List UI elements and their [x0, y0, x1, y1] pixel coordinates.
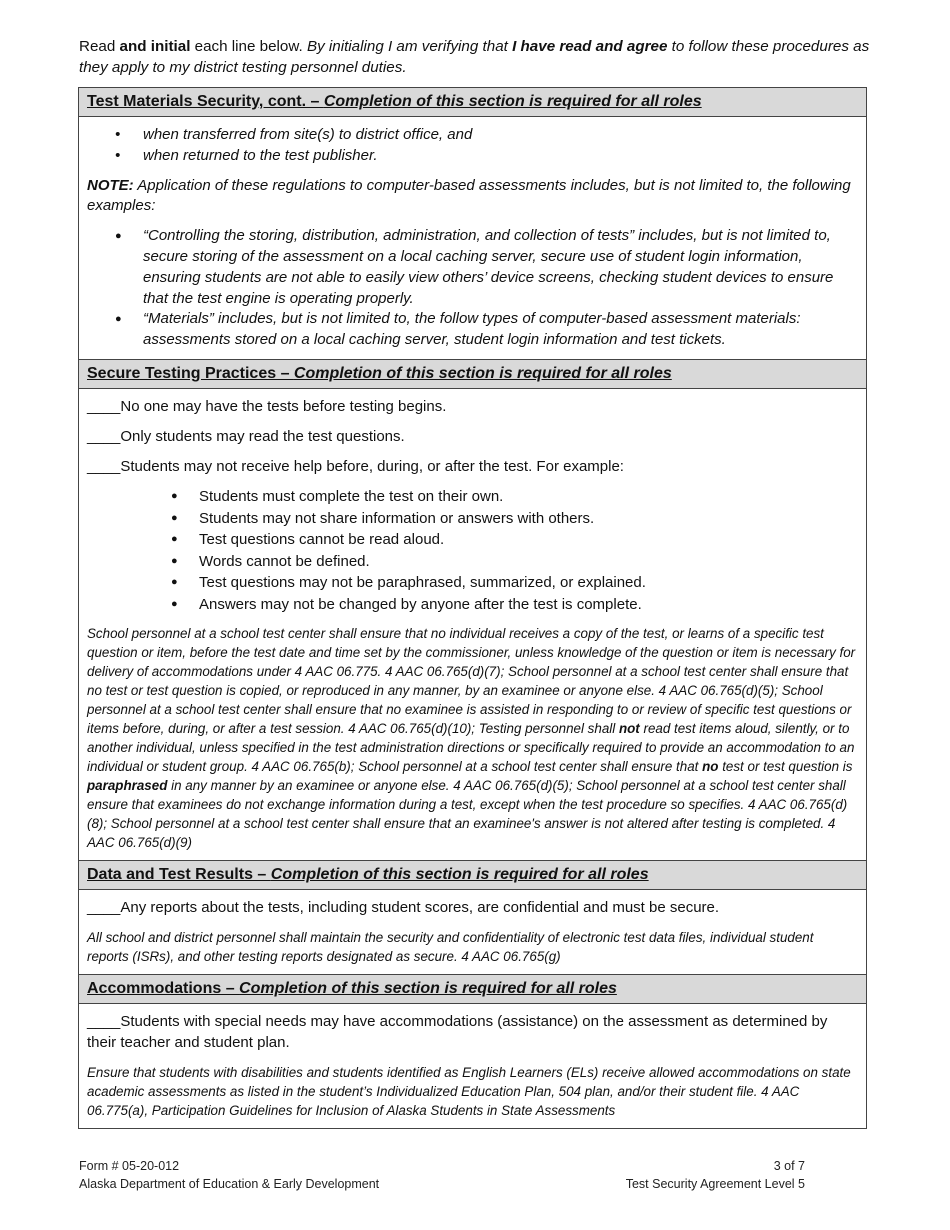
- reg-part: in any manner by an examinee or anyone else. 4 AAC 06.765(d)(5); School personnel at a school test center shall ensure that examinees do not exchange information during a test, except when the test procedure so specifies. 4 AAC 06.765(d)(8); School personnel at a school test center shall ensure that an examinee's answer is not altered after testing is completed. 4 AAC 06.765(d)(9): [87, 778, 848, 851]
- examples-list: [87, 226, 858, 351]
- list-item: ● Students must complete the test on their own.: [87, 486, 858, 508]
- note-label: NOTE:: [87, 176, 134, 194]
- reg-part: School personnel at a school test center shall ensure that no individual receives a copy of the test, or learns of a specific test question or item, before the test date and time set by the commissioner, unless knowledge of the question or item is necessary for delivery of accommodations under 4 AAC 06.775. 4 AAC 06.765(d)(7); School personnel at a school test center shall ensure that no test or test question is copied, or reproduced in any manner, by an examinee or anyone else. 4 AAC 06.765(d)(5); School personnel at a school test center shall ensure that no examinee is assisted in responding to or review of specific test questions or items before, during, or after a test session. 4 AAC 06.765(d)(10); Testing personnel shall: [87, 626, 856, 737]
- section-title-requirement: Completion of this section is required for all roles: [293, 364, 672, 382]
- intro-each-line: each line below.: [190, 38, 307, 55]
- section-title: Secure Testing Practices –: [87, 364, 294, 382]
- reg-part: test or test question is: [718, 759, 853, 775]
- initial-line: ____Any reports about the tests, including student scores, are confidential and must be secure.: [87, 899, 720, 917]
- note-paragraph: [87, 176, 858, 218]
- section-title-requirement: Completion of this section is required for all roles: [323, 93, 702, 110]
- footer-left: [79, 1157, 379, 1193]
- footer-right: [626, 1157, 805, 1193]
- transfer-list: [87, 125, 858, 167]
- regulation-text: All school and district personnel shall maintain the security and confidentiality of electronic test data files, individual student reports (ISRs), and other testing reports designated as secure. 4 AAC 06.765(g): [87, 930, 814, 965]
- intro-have-read: I have read and agree: [512, 38, 668, 55]
- intro-paragraph: [79, 36, 874, 78]
- section-title: Test Materials Security, cont. –: [87, 93, 324, 110]
- section-accommodations: [79, 1004, 866, 1128]
- section-header-accommodations: [79, 975, 866, 1004]
- section-title: Accommodations –: [87, 980, 240, 998]
- document-title: Test Security Agreement Level 5: [625, 1177, 805, 1191]
- form-number: Form # 05-20-012: [79, 1159, 180, 1173]
- list-item: • when transferred from site(s) to district office, and: [87, 125, 858, 146]
- help-examples-list: [87, 486, 858, 615]
- list-item: ● Words cannot be defined.: [87, 551, 858, 573]
- intro-read: Read: [79, 38, 120, 55]
- page-number: 3 of 7: [773, 1159, 805, 1173]
- agreement-table: [78, 87, 867, 1129]
- section-header-secure-testing: [79, 360, 866, 389]
- section-header-data-results: [79, 861, 866, 890]
- section-title-requirement: Completion of this section is required for all roles: [239, 980, 617, 998]
- list-item: ● Students may not share information or answers with others.: [87, 508, 858, 530]
- list-item: ● “Materials” includes, but is not limited to, the follow types of computer-based assessment materials: assessments stored on a local caching server, student login information and test tickets.: [87, 309, 858, 351]
- reg-emphasis: not: [618, 721, 640, 737]
- department-name: Alaska Department of Education & Early Development: [79, 1177, 380, 1191]
- reg-part: read test items aloud, silently, or to another individual, unless specified in the test administration directions or specifically required to provide an accommodation to an individual or student group. 4 AAC 06.765(b); School personnel at a school test center shall ensure that: [87, 721, 855, 775]
- reg-emphasis: paraphrased: [87, 778, 168, 794]
- section-header-test-materials: [79, 88, 866, 117]
- note-text: Application of these regulations to computer-based assessments includes, but is not limited to, the following examples:: [87, 176, 851, 215]
- regulation-text: Ensure that students with disabilities and students identified as English Learners (ELs) receive allowed accommodations on state academic assessments as listed in the student’s Individualized Education Plan, 504 plan, and/or their student file. 4 AAC 06.775(a), Participation Guidelines for Inclusion of Alaska Students in State Assessments: [87, 1064, 851, 1118]
- list-item: ● Test questions may not be paraphrased, summarized, or explained.: [87, 572, 858, 594]
- list-item: ● “Controlling the storing, distribution, administration, and collection of tests” includes, but is not limited to, secure storing of the assessment on a local caching server, secure use of student login information, ensuring students are not able to easily view others’ device screens, checking student devices to ensure that the test engine is operating properly.: [87, 226, 858, 309]
- list-item: • when returned to the test publisher.: [87, 146, 858, 167]
- intro-and-initial: and initial: [119, 38, 191, 55]
- section-test-materials: [79, 117, 866, 360]
- initial-line: ____Students may not receive help before, during, or after the test. For example:: [87, 457, 624, 475]
- intro-rest: to follow these procedures as they apply to my district testing personnel duties.: [79, 38, 870, 76]
- initial-line: ____Only students may read the test questions.: [87, 427, 405, 445]
- list-item: ● Test questions cannot be read aloud.: [87, 529, 858, 551]
- section-title-requirement: Completion of this section is required for all roles: [270, 866, 649, 884]
- section-secure-testing: [79, 389, 866, 861]
- initial-line: ____No one may have the tests before testing begins.: [87, 397, 447, 415]
- intro-by-initialing: By initialing I am verifying that: [306, 38, 513, 55]
- section-data-results: [79, 890, 866, 975]
- list-item: ● Answers may not be changed by anyone after the test is complete.: [87, 594, 858, 616]
- reg-emphasis: no: [702, 759, 719, 775]
- section-title: Data and Test Results –: [87, 866, 271, 884]
- initial-line: ____Students with special needs may have accommodations (assistance) on the assessment as determined by their teacher and student plan.: [87, 1013, 828, 1051]
- regulation-text: [87, 624, 858, 852]
